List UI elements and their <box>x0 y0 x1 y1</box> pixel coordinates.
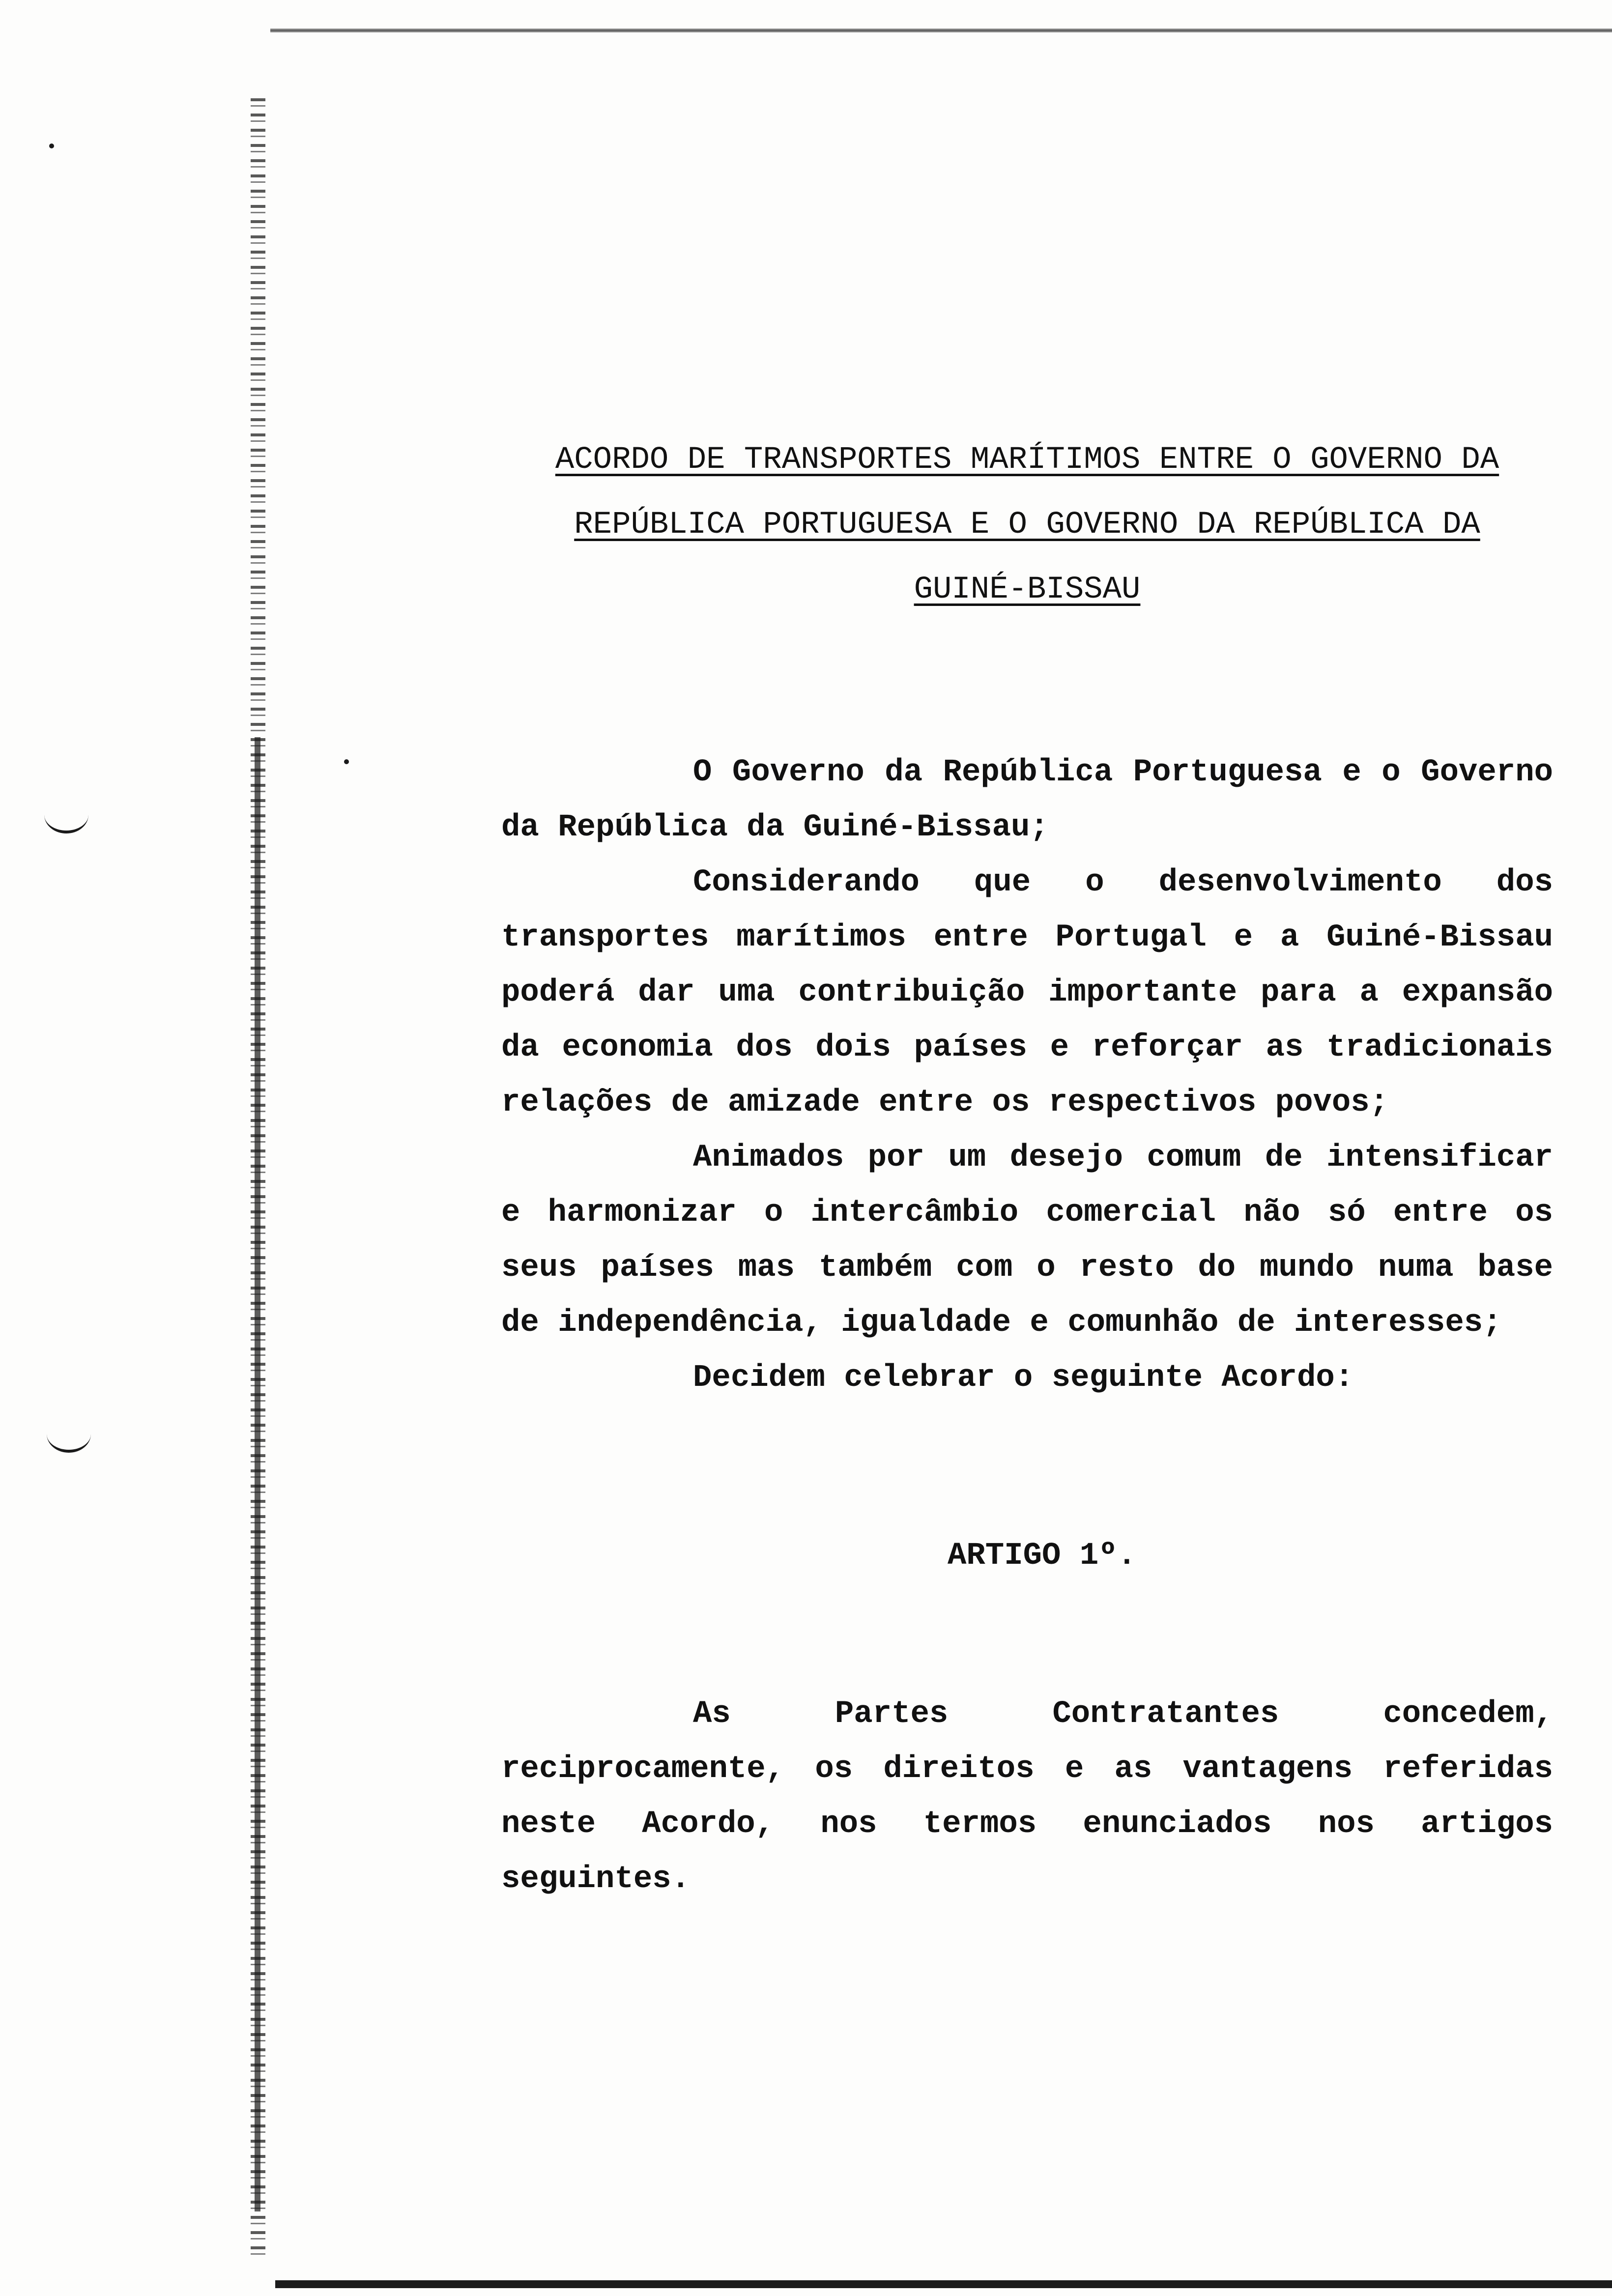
preamble-paragraph: Considerando que o desenvolvimento dos transportes marítimos entre Portugal e a Guiné-Bissau poderá dar uma contribuição importante para a expansão da economia dos dois países e reforçar as tradicionais relações de amizade entre os respectivos povos; <box>501 865 1553 1120</box>
scan-speck <box>49 144 54 148</box>
article-paragraph: As Partes Contratantes concedem, reciprocamente, os direitos e as vantagens referidas neste Acordo, nos termos enunciados nos artigos seguintes. <box>501 1696 1553 1897</box>
punch-hole-mark <box>47 1415 91 1453</box>
page-bottom-edge <box>275 2280 1612 2288</box>
page-top-edge <box>270 29 1612 32</box>
document-title-line-3: GUINÉ-BISSAU <box>914 572 1141 607</box>
punch-hole-mark <box>44 796 88 833</box>
preamble-paragraph: O Governo da República Portuguesa e o Governo da República da Guiné-Bissau; <box>501 755 1553 845</box>
preamble-paragraph: Decidem celebrar o seguinte Acordo: <box>693 1360 1354 1396</box>
binding-margin-dark <box>255 737 260 2211</box>
document-body <box>501 428 1553 1907</box>
document-title-line-1: ACORDO DE TRANSPORTES MARÍTIMOS ENTRE O GOVERNO DA <box>555 442 1499 478</box>
article-heading: ARTIGO 1º. <box>947 1538 1137 1574</box>
preamble-paragraph: Animados por um desejo comum de intensificar e harmonizar o intercâmbio comercial não só entre os seus países mas também com o resto do mundo numa base de independência, igualdade e comunhão de interesses; <box>501 1140 1553 1341</box>
document-title-line-2: REPÚBLICA PORTUGUESA E O GOVERNO DA REPÚBLICA DA <box>574 507 1480 543</box>
scan-speck <box>344 759 349 764</box>
